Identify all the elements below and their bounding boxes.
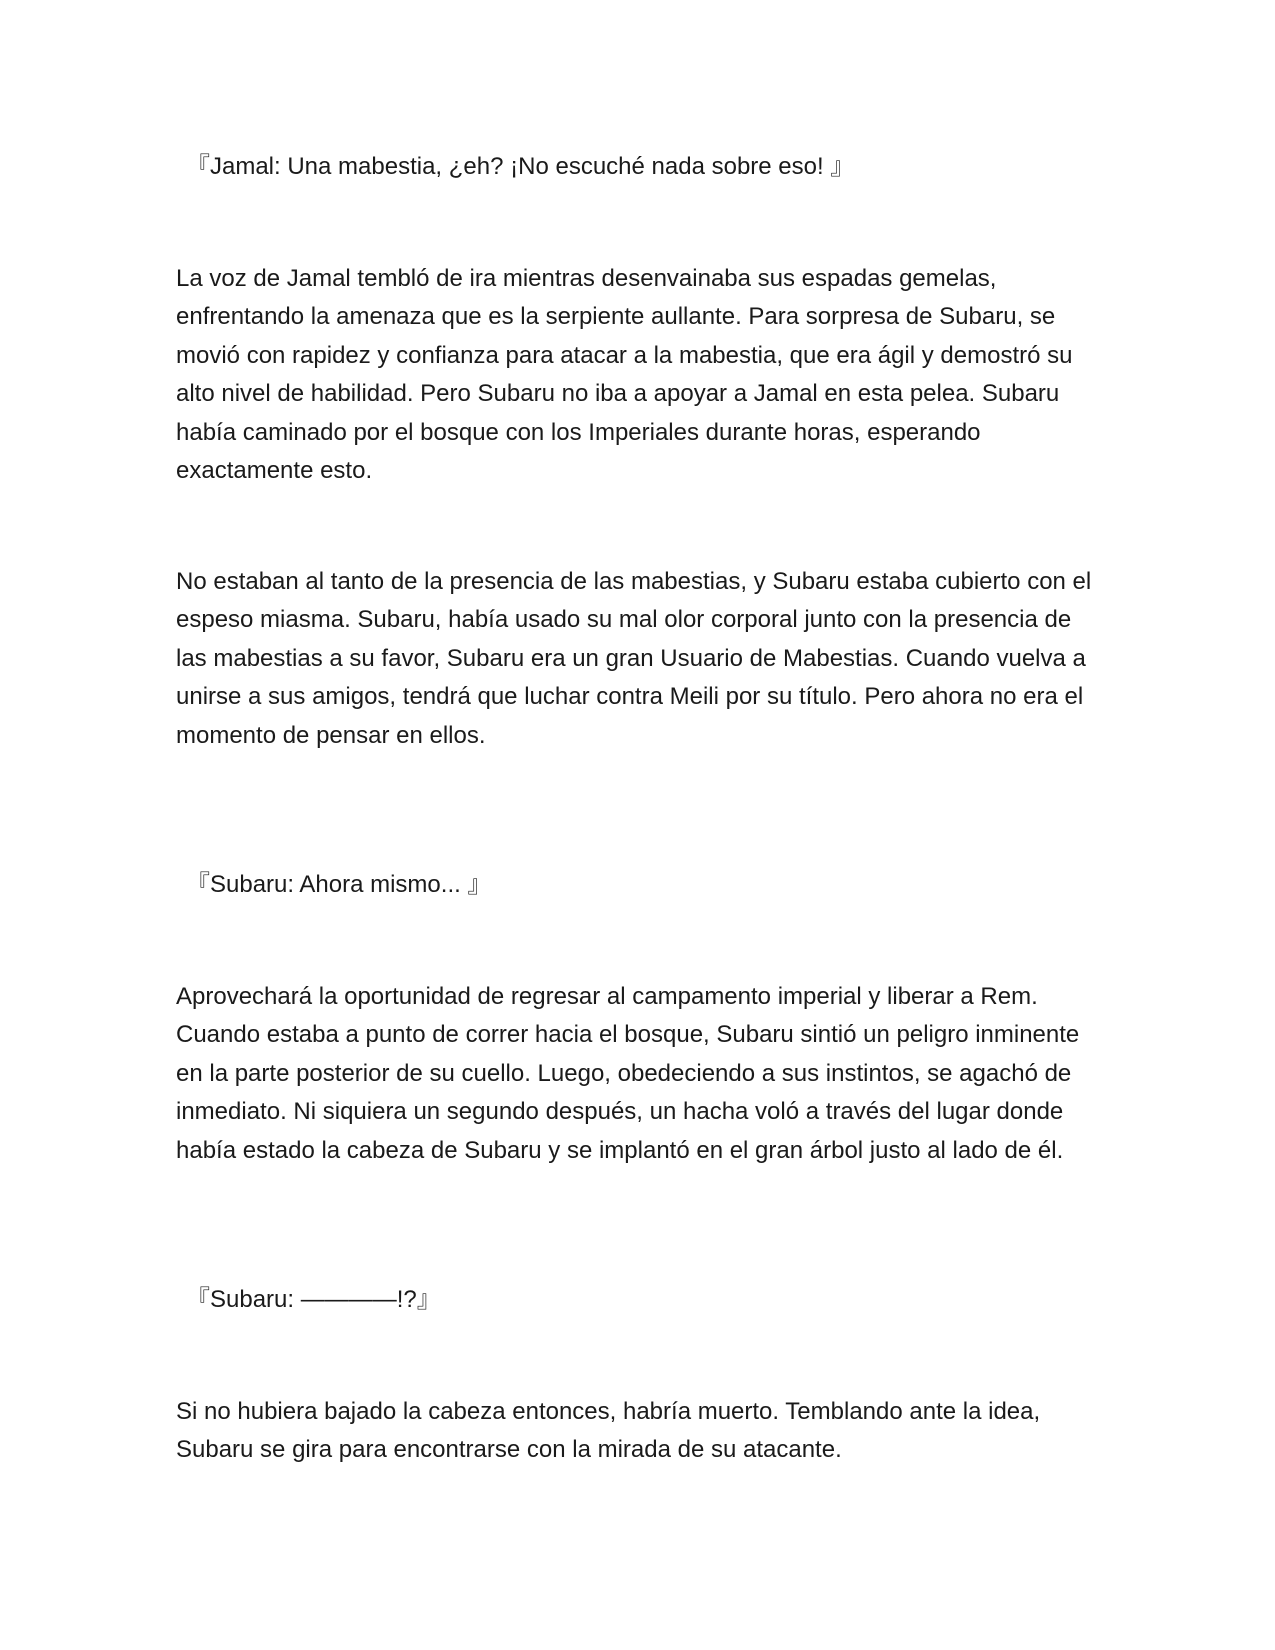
dialogue-line-subaru: 『Subaru: Ahora mismo... 』 xyxy=(186,871,492,898)
paragraph: La voz de Jamal tembló de ira mientras desenvainaba sus espadas gemelas, enfrentando la amenaza que es la serpiente aullante. Para sorpresa de Subaru, se movió con rapidez y confianza para atacar a la mabestia, que era ágil y demostró su alto nivel de habilidad. Pero Subaru no iba a apoyar a Jamal en esta pelea. Subaru había caminado por el bosque con los Imperiales durante horas, esperando exactamente esto. xyxy=(176,265,1073,485)
dialogue-line-subaru: 『Subaru: ————!?』 xyxy=(186,1286,441,1313)
paragraph: Aprovechará la oportunidad de regresar al campamento imperial y liberar a Rem. Cuando estaba a punto de correr hacia el bosque, Subaru sintió un peligro inminente en la parte posterior de su cuello. Luego, obedeciendo a sus instintos, se agachó de inmediato. Ni siquiera un segundo después, un hacha voló a través del lugar donde había estado la cabeza de Subaru y se implantó en el gran árbol justo al lado de él. xyxy=(176,983,1080,1164)
paragraph: No estaban al tanto de la presencia de las mabestias, y Subaru estaba cubierto con el espeso miasma. Subaru, había usado su mal olor corporal junto con la presencia de las mabestias a su favor, Subaru era un gran Usuario de Mabestias. Cuando vuelva a unirse a sus amigos, tendrá que luchar contra Meili por su título. Pero ahora no era el momento de pensar en ellos. xyxy=(176,568,1092,749)
paragraph: Si no hubiera bajado la cabeza entonces, habría muerto. Temblando ante la idea, Subaru se gira para encontrarse con la mirada de su atacante. xyxy=(176,1398,1041,1464)
dialogue-line-jamal: 『Jamal: Una mabestia, ¿eh? ¡No escuché nada sobre eso! 』 xyxy=(186,153,855,180)
